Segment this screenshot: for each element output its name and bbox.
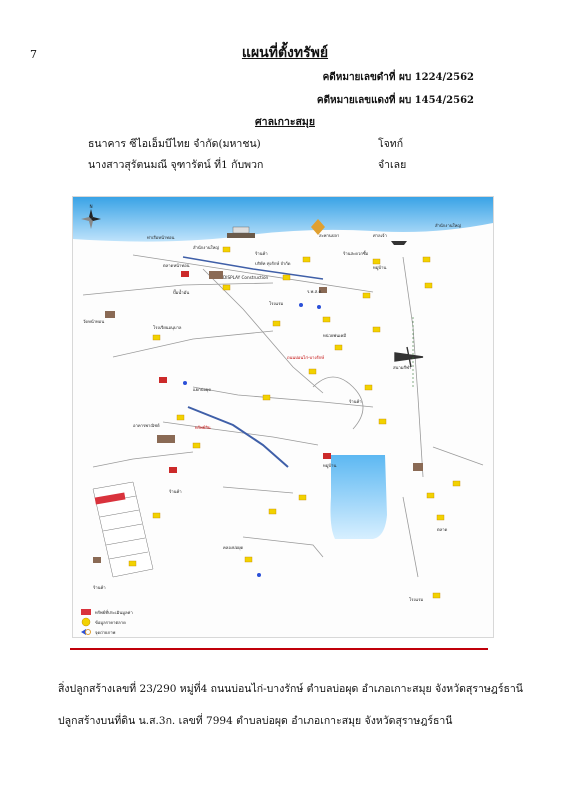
red-case-number: คดีหมายเลขแดงที่ ผบ 1454/2562 (316, 95, 474, 106)
svg-text:ตลาดหน้าทอน: ตลาดหน้าทอน (163, 263, 190, 268)
location-map (72, 196, 494, 638)
svg-text:อาคารพาณิชย์: อาคารพาณิชย์ (133, 423, 160, 428)
page-title: แผนที่ตั้งทรัพย์ (241, 45, 329, 61)
svg-text:บริษัท ทุ่งรักษ์ จำกัด: บริษัท ทุ่งรักษ์ จำกัด (255, 261, 291, 266)
divider-line (70, 648, 488, 650)
svg-text:สนามกีฬา: สนามกีฬา (393, 365, 412, 370)
svg-text:สำนักงานใหญ่: สำนักงานใหญ่ (435, 223, 461, 228)
svg-text:ร้านค้า: ร้านค้า (349, 399, 362, 404)
svg-text:ตลาด: ตลาด (437, 527, 448, 532)
defendant-role: จำเลย (378, 159, 407, 171)
svg-text:หน่วยพ่นเคมี: หน่วยพ่นเคมี (323, 333, 347, 338)
legend-label-property: ทรัพย์ที่ประเมินมูลค่า (95, 610, 133, 615)
court-name: ศาลเกาะสมุย (255, 116, 315, 128)
market-markers (129, 247, 460, 598)
svg-text:โรงแรม: โรงแรม (269, 301, 284, 306)
photo-markers (183, 303, 321, 577)
svg-text:หมู่บ้าน: หมู่บ้าน (373, 265, 387, 270)
legend-swatch-photo (81, 629, 91, 635)
black-case-number: คดีหมายเลขดำที่ ผบ 1224/2562 (322, 72, 474, 83)
page-mark: 7 (30, 48, 37, 61)
defendant-name: นางสาวสุรัตนมณี จุฑารัตน์ ที่1 กับพวก (88, 159, 264, 171)
legend-label-market: ข้อมูลราคาตลาด (95, 620, 126, 625)
svg-text:คลองบ่อผุด: คลองบ่อผุด (223, 545, 244, 550)
sea-area (73, 197, 493, 242)
plaintiff-role: โจทก์ (378, 138, 404, 150)
legend-swatch-property (81, 609, 91, 615)
plaintiff-name: ธนาคาร ซีไอเอ็มบีไทย จำกัด(มหาชน) (88, 138, 261, 150)
map-canvas (73, 197, 493, 637)
airplane-icon (395, 347, 423, 367)
svg-text:ร้านค้า: ร้านค้า (255, 251, 268, 256)
svg-text:แยกบ่อผุด: แยกบ่อผุด (193, 387, 212, 392)
svg-text:ร้านสะดวกซื้อ: ร้านสะดวกซื้อ (343, 251, 369, 256)
pond-area (331, 455, 388, 539)
svg-text:DISPLAY Construction: DISPLAY Construction (223, 275, 269, 280)
map-legend (81, 609, 133, 636)
legend-label-photo: จุดถ่ายภาพ (95, 630, 116, 635)
svg-text:ทรัพย์สิน: ทรัพย์สิน (195, 425, 211, 430)
svg-text:ร.พ.ส.ต.: ร.พ.ส.ต. (307, 289, 323, 294)
svg-text:สะพานปลา: สะพานปลา (319, 233, 340, 238)
svg-text:ถนนบ่อนไก่-บางรักษ์: ถนนบ่อนไก่-บางรักษ์ (287, 355, 325, 360)
svg-text:โรงแรม: โรงแรม (409, 597, 424, 602)
boat-icon (391, 241, 407, 245)
property-address: สิ่งปลูกสร้างเลขที่ 23/290 หมู่ที่4 ถนนบ่อนไก่-บางรักษ์ ตำบลบ่อผุด อำเภอเกาะสมุย จังหวัดสุราษฎร์ธานี (58, 683, 523, 695)
svg-text:ท่าเรือหน้าทอน: ท่าเรือหน้าทอน (147, 235, 175, 240)
svg-text:โรงเรียนอนุบาล: โรงเรียนอนุบาล (153, 325, 182, 330)
svg-text:N: N (89, 204, 93, 209)
svg-text:วัดหน้าทอน: วัดหน้าทอน (83, 319, 105, 324)
svg-text:หมู่บ้าน: หมู่บ้าน (323, 463, 337, 468)
land-title-description: ปลูกสร้างบนที่ดิน น.ส.3ก. เลขที่ 7994 ตำบลบ่อผุด อำเภอเกาะสมุย จังหวัดสุราษฎร์ธานี (58, 715, 453, 727)
svg-text:ปั๊มน้ำมัน: ปั๊มน้ำมัน (173, 290, 190, 295)
svg-text:ร้านค้า: ร้านค้า (169, 489, 182, 494)
legend-swatch-market (82, 618, 90, 626)
svg-text:สำนักงานใหญ่: สำนักงานใหญ่ (193, 245, 219, 250)
svg-text:ศาลเจ้า: ศาลเจ้า (373, 233, 387, 238)
svg-text:ร้านค้า: ร้านค้า (93, 585, 106, 590)
